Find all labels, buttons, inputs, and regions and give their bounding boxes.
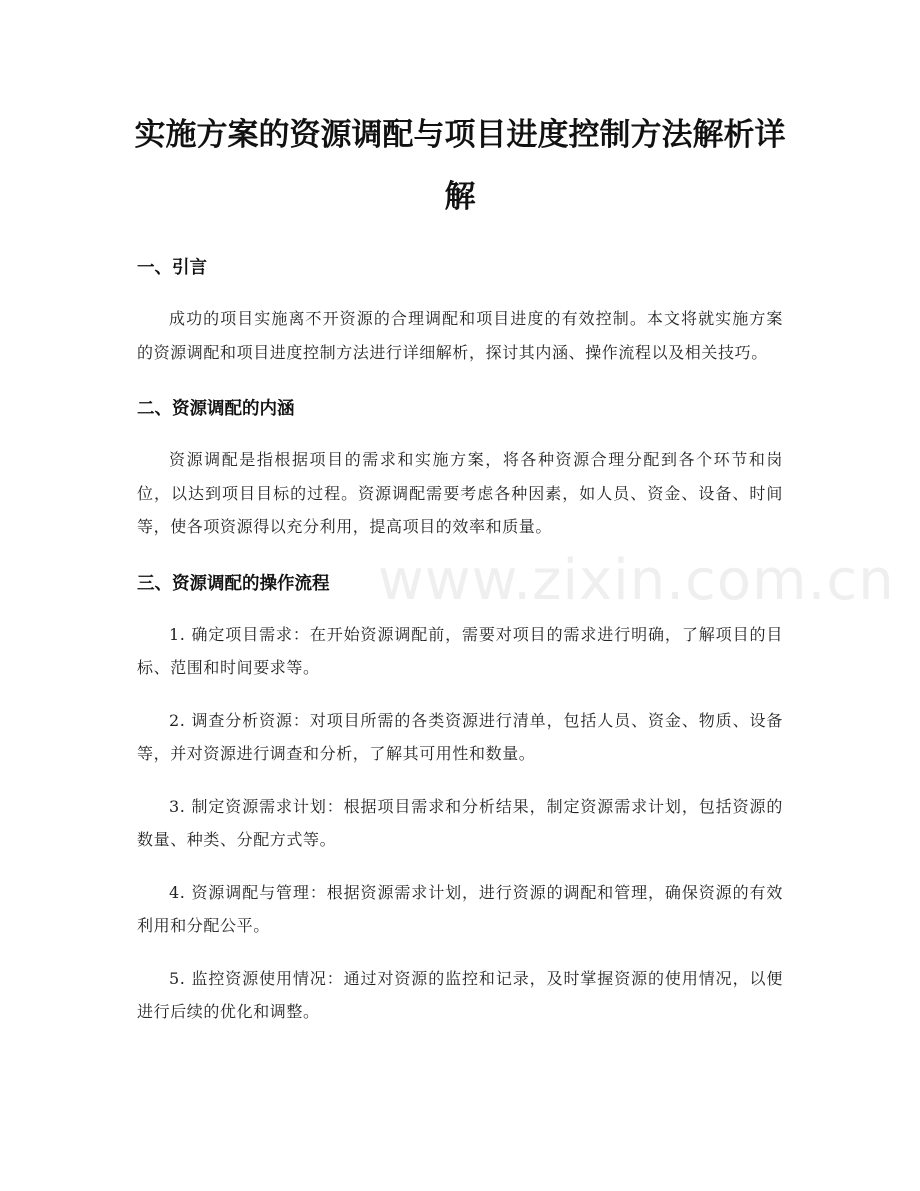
section-heading-process: 三、资源调配的操作流程	[137, 573, 330, 594]
process-step-2: 2. 调查分析资源：对项目所需的各类资源进行清单，包括人员、资金、物质、设备等，并对资源进行调查和分析，了解其可用性和数量。	[137, 710, 783, 763]
process-step-3: 3. 制定资源需求计划：根据项目需求和分析结果，制定资源需求计划，包括资源的数量、种类、分配方式等。	[137, 796, 783, 849]
process-step-5: 5. 监控资源使用情况：通过对资源的监控和记录，及时掌握资源的使用情况，以便进行后续的优化和调整。	[137, 968, 783, 1021]
document-title: 实施方案的资源调配与项目进度控制方法解析详解	[134, 117, 786, 215]
intro-paragraph: 成功的项目实施离不开资源的合理调配和项目进度的有效控制。本文将就实施方案的资源调配和项目进度控制方法进行详细解析，探讨其内涵、操作流程以及相关技巧。	[137, 309, 783, 362]
section-heading-meaning: 二、资源调配的内涵	[137, 399, 295, 419]
meaning-paragraph: 资源调配是指根据项目的需求和实施方案，将各种资源合理分配到各个环节和岗位，以达到项目目标的过程。资源调配需要考虑各种因素，如人员、资金、设备、时间等，使各项资源得以充分利用，提高项目的效率和质量。	[137, 450, 783, 536]
document-body	[137, 248, 783, 1048]
process-step-4: 4. 资源调配与管理：根据资源需求计划，进行资源的调配和管理，确保资源的有效利用和分配公平。	[137, 882, 783, 935]
process-step-1: 1. 确定项目需求：在开始资源调配前，需要对项目的需求进行明确，了解项目的目标、范围和时间要求等。	[137, 624, 783, 677]
section-heading-intro: 一、引言	[137, 258, 207, 278]
watermark: www.zixin.com.cn	[378, 548, 895, 613]
